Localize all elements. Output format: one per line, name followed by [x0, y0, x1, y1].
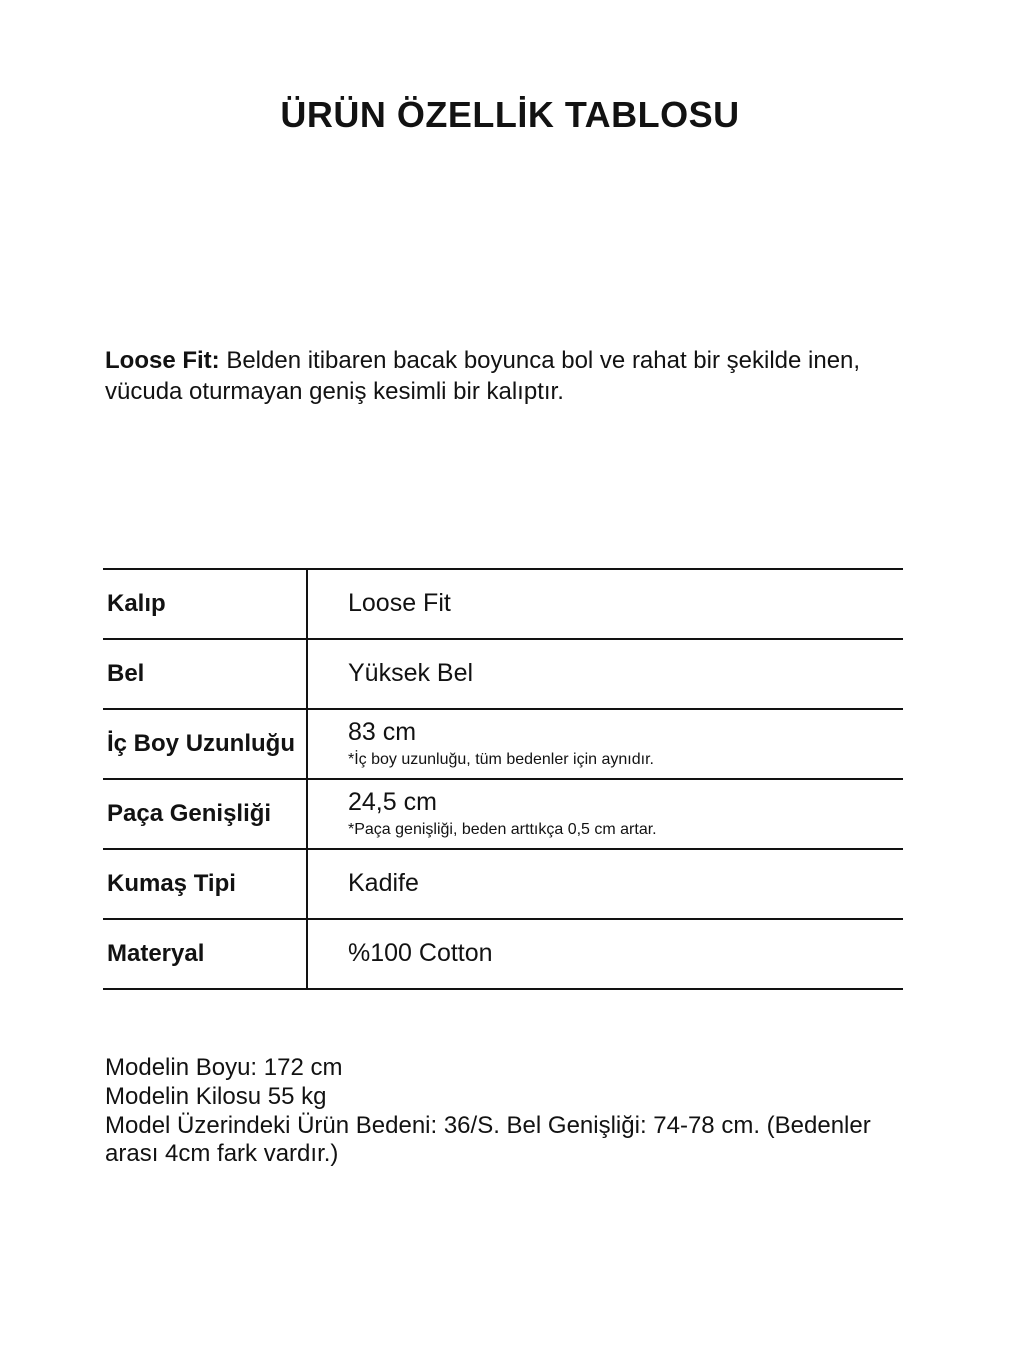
spec-value-cell [308, 570, 903, 638]
spec-note: *Paça genişliği, beden arttıkça 0,5 cm artar. [348, 820, 657, 838]
spec-value: 24,5 cm [348, 788, 437, 817]
table-row-kumas-tipi [103, 850, 903, 920]
model-info-line-height: Modelin Boyu: 172 cm [105, 1054, 343, 1081]
spec-value: Loose Fit [348, 589, 451, 618]
model-info [105, 1054, 905, 1169]
spec-value-cell [308, 920, 903, 988]
spec-label: Kalıp [103, 570, 308, 638]
spec-value: Yüksek Bel [348, 659, 474, 688]
spec-label: Bel [103, 640, 308, 708]
fit-description-text: Belden itibaren bacak boyunca bol ve rahat bir şekilde inen, vücuda oturmayan geniş kesimli bir kalıptır. [105, 347, 861, 405]
table-row-ic-boy-uzunlugu [103, 710, 903, 780]
model-info-line-size: Model Üzerindeki Ürün Bedeni: 36/S. Bel Genişliği: 74-78 cm. (Bedenler arası 4cm fark vardır.) [105, 1111, 871, 1168]
spec-label: İç Boy Uzunluğu [103, 710, 308, 778]
spec-label: Materyal [103, 920, 308, 988]
spec-value-cell [308, 710, 903, 778]
fit-description-label: Loose Fit: [105, 347, 220, 374]
spec-value: %100 Cotton [348, 939, 493, 968]
spec-label: Kumaş Tipi [103, 850, 308, 918]
spec-value: 83 cm [348, 718, 417, 747]
spec-value-cell [308, 640, 903, 708]
spec-label: Paça Genişliği [103, 780, 308, 848]
spec-value-cell [308, 850, 903, 918]
spec-value: Kadife [348, 869, 419, 898]
page-title: ÜRÜN ÖZELLİK TABLOSU [280, 94, 740, 135]
table-row-paca-genisligi [103, 780, 903, 850]
table-row-materyal [103, 920, 903, 990]
table-row-bel [103, 640, 903, 710]
spec-table [103, 568, 903, 990]
spec-note: *İç boy uzunluğu, tüm bedenler için aynıdır. [348, 750, 654, 768]
spec-value-cell [308, 780, 903, 848]
table-row-kalip [103, 570, 903, 640]
model-info-line-weight: Modelin Kilosu 55 kg [105, 1082, 327, 1110]
fit-description [105, 346, 900, 407]
